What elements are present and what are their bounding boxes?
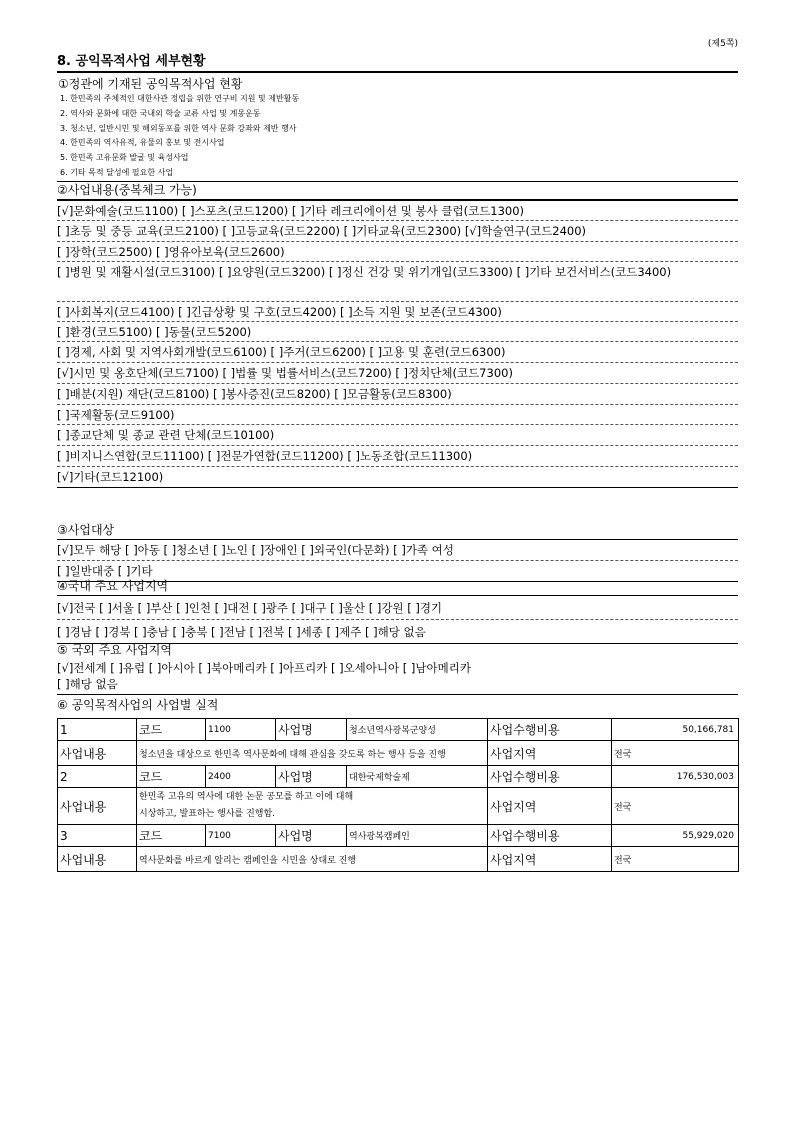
content-row: [ ]병원 및 재활시설(코드3100) [ ]요양원(코드3200) [ ]정신 건강 및 위기개입(코드3300) [ ]기타 보건서비스(코드3400) xyxy=(57,262,738,302)
table-row xyxy=(58,719,739,741)
region-row: [ ]경남 [ ]경북 [ ]충남 [ ]충북 [ ]전남 [ ]전북 [ ]세종 [ ]제주 [ ]해당 없음 xyxy=(57,620,738,644)
section-business-content xyxy=(57,181,738,488)
target-row: [√]모두 해당 [ ]아동 [ ]청소년 [ ]노인 [ ]장애인 [ ]외국인(다문화) [ ]가족 여성 xyxy=(57,540,738,561)
project-content: 역사문화를 바르게 알리는 캠페인을 시민을 상대로 진행 xyxy=(137,847,488,872)
project-no: 1 xyxy=(58,719,137,741)
name-label: 사업명 xyxy=(276,766,347,788)
cost-label: 사업수행비용 xyxy=(488,766,612,788)
content-row: [ ]종교단체 및 종교 관련 단체(코드10100) xyxy=(57,425,738,446)
section-articles xyxy=(57,76,738,182)
performance-table xyxy=(57,718,739,872)
overseas-row: [ ]해당 없음 xyxy=(57,676,738,695)
region-row: [√]전국 [ ]서울 [ ]부산 [ ]인천 [ ]대전 [ ]광주 [ ]대구 [ ]울산 [ ]강원 [ ]경기 xyxy=(57,596,738,620)
cost-label: 사업수행비용 xyxy=(488,719,612,741)
project-cost: 176,530,003 xyxy=(612,766,739,788)
content-row: [ ]배분(지원) 재단(코드8100) [ ]봉사증진(코드8200) [ ]모금활동(코드8300) xyxy=(57,384,738,405)
project-code: 2400 xyxy=(206,766,276,788)
code-label: 코드 xyxy=(137,719,206,741)
page-number: (제5쪽) xyxy=(707,39,738,49)
project-no: 2 xyxy=(58,766,137,788)
article-item: 1. 한민족의 주체적인 대한사관 정립을 위한 연구비 지원 및 제반활동 xyxy=(60,94,300,103)
section-heading: ③사업대상 xyxy=(57,521,738,540)
section-heading: ②사업내용(중복체크 가능) xyxy=(57,181,738,201)
project-region: 전국 xyxy=(612,788,739,825)
content-label: 사업내용 xyxy=(58,847,137,872)
section-heading: ①정관에 기재된 공익목적사업 현황 xyxy=(58,77,243,91)
overseas-row: [√]전세계 [ ]유럽 [ ]아시아 [ ]북아메리카 [ ]아프리카 [ ]오세아니아 [ ]남아메리카 xyxy=(57,661,471,675)
table-row xyxy=(58,741,739,766)
content-row: [ ]초등 및 중등 교육(코드2100) [ ]고등교육(코드2200) [ ]기타교육(코드2300) [√]학술연구(코드2400) xyxy=(57,221,738,242)
project-cost: 50,166,781 xyxy=(612,719,739,741)
project-content: 한민족 고유의 역사에 대한 논문 공모를 하고 이에 대해 시상하고, 발표하는 행사를 진행함. xyxy=(137,788,488,825)
page-title: 8. 공익목적사업 세부현황 xyxy=(57,54,738,73)
content-row: [ ]경제, 사회 및 지역사회개발(코드6100) [ ]주거(코드6200) [ ]고용 및 훈련(코드6300) xyxy=(57,342,738,363)
section-domestic-region xyxy=(57,577,738,644)
content-label: 사업내용 xyxy=(58,788,137,825)
article-item: 3. 청소년, 일반시민 및 해외동포를 위한 역사 문화 강좌와 제반 행사 xyxy=(60,123,297,133)
project-name: 대한국제학술제 xyxy=(347,766,488,788)
project-region: 전국 xyxy=(612,741,739,766)
cost-label: 사업수행비용 xyxy=(488,825,612,847)
table-row xyxy=(58,847,739,872)
content-row: [ ]비지니스연합(코드11100) [ ]전문가연합(코드11200) [ ]노동조합(코드11300) xyxy=(57,446,738,467)
region-label: 사업지역 xyxy=(488,741,612,766)
content-row: [ ]장학(코드2500) [ ]영유아보육(코드2600) xyxy=(57,242,738,262)
table-row xyxy=(58,788,739,825)
region-label: 사업지역 xyxy=(488,788,612,825)
project-name: 청소년역사광복군양성 xyxy=(347,719,488,741)
target-row: [ ]일반대중 [ ]기타 xyxy=(57,561,738,582)
code-label: 코드 xyxy=(137,766,206,788)
content-row: [ ]사회복지(코드4100) [ ]긴급상황 및 구호(코드4200) [ ]소득 지원 및 보존(코드4300) xyxy=(57,302,738,322)
code-label: 코드 xyxy=(137,825,206,847)
project-code: 7100 xyxy=(206,825,276,847)
article-item: 4. 한민족의 역사유적, 유물의 홍보 및 전시사업 xyxy=(60,138,225,148)
section-heading: ⑥ 공익목적사업의 사업별 실적 xyxy=(57,698,219,712)
section-heading: ④국내 주요 사업지역 xyxy=(57,577,738,596)
name-label: 사업명 xyxy=(276,825,347,847)
section-target xyxy=(57,521,738,582)
project-region: 전국 xyxy=(612,847,739,872)
article-item: 2. 역사와 문화에 대한 국내외 학술 교류 사업 및 계몽운동 xyxy=(60,108,261,118)
content-row: [ ]환경(코드5100) [ ]동물(코드5200) xyxy=(57,322,738,342)
project-no: 3 xyxy=(58,825,137,847)
section-overseas-region xyxy=(57,641,738,695)
table-row xyxy=(58,766,739,788)
content-row: [√]기타(코드12100) xyxy=(57,467,738,488)
content-row: [ ]국제활동(코드9100) xyxy=(57,405,738,425)
content-row: [√]시민 및 옹호단체(코드7100) [ ]법률 및 법률서비스(코드7200) [ ]정치단체(코드7300) xyxy=(57,363,738,384)
content-row: [√]문화예술(코드1100) [ ]스포츠(코드1200) [ ]기타 레크리에이션 및 봉사 클럽(코드1300) xyxy=(57,201,738,221)
project-code: 1100 xyxy=(206,719,276,741)
section-performance xyxy=(57,696,738,718)
content-label: 사업내용 xyxy=(58,741,137,766)
region-label: 사업지역 xyxy=(488,847,612,872)
project-cost: 55,929,020 xyxy=(612,825,739,847)
article-item: 5. 한민족 고유문화 발굴 및 육성사업 xyxy=(60,153,189,163)
name-label: 사업명 xyxy=(276,719,347,741)
project-content: 청소년을 대상으로 한민족 역사문화에 대해 관심을 갖도록 하는 행사 등을 진행 xyxy=(137,741,488,766)
article-item: 6. 기타 목적 달성에 필요한 사업 xyxy=(57,166,738,182)
project-name: 역사광복캠페인 xyxy=(347,825,488,847)
section-heading: ⑤ 국외 주요 사업지역 xyxy=(57,643,172,657)
table-row xyxy=(58,825,739,847)
